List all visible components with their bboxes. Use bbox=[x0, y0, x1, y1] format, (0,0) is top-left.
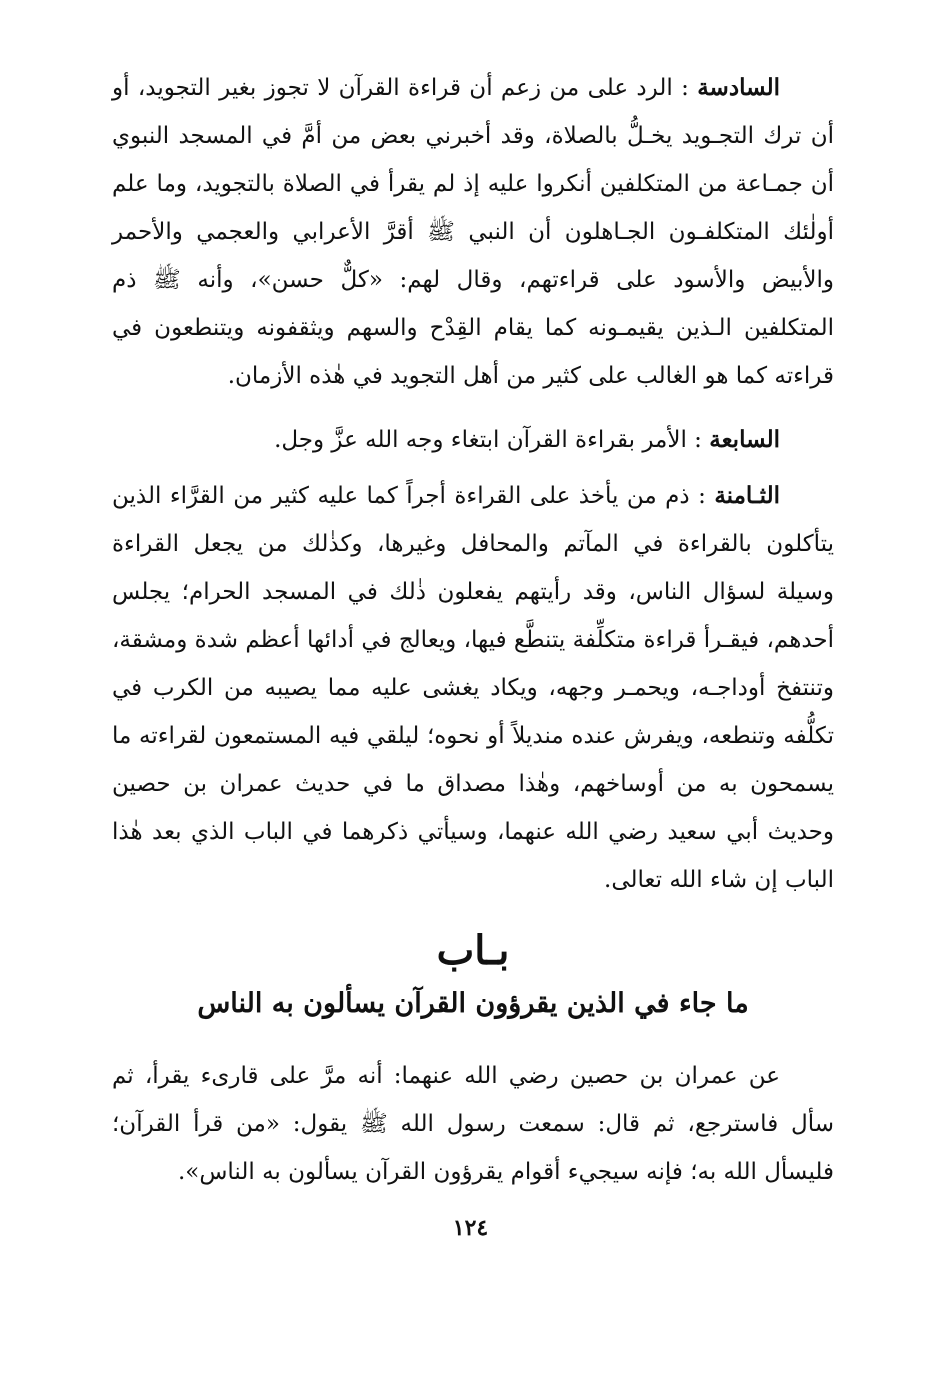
hadith-paragraph: عن عمران بن حصين رضي الله عنهما: أنه مرَّ على قارىء يقرأ، ثم سأل فاسترجع، ثم قال: سمعت رسول الله ﷺ يقول: «من قرأ القرآن؛ فليسأل الله به؛ فإنه سيجيء أقوام يقرؤون القرآن يسألون به الناس». bbox=[112, 1063, 834, 1185]
page-number: ١٢٤ bbox=[452, 1215, 489, 1241]
paragraph-eighth bbox=[112, 472, 834, 904]
chapter-heading: بـاب bbox=[436, 927, 510, 974]
paragraph-seventh bbox=[112, 416, 834, 464]
paragraph-lead-seventh: السابعة bbox=[709, 426, 780, 453]
paragraph-text-eighth: : ذم من يأخذ على القراءة أجراً كما عليه كثير من القرَّاء الذين يتأكلون بالقراءة في المآتم والمحافل وغيرها، وكذٰلك من يجعل القراءة وسيلة لسؤال الناس، وقد رأيتهم يفعلون ذٰلك في المسجد الحرام؛ يجلس أحدهم، فيقـرأ قراءة متكلِّفة يتنطَّع فيها، ويعالج في أدائها أعظم شدة ومشقة، وتنتفخ أوداجـه، ويحمـر وجهه، ويكاد يغشى عليه مما يصيبه من الكرب في تكلُّفه وتنطعه، ويفرش عنده منديلاً أو نحوه؛ ليلقي فيه المستمعون لقراءته ما يسمحون به من أوساخهم، وهٰذا مصداق ما في حديث عمران بن حصين وحديث أبي سعيد رضي الله عنهما، وسيأتي ذكرهما في الباب الذي بعد هٰذا الباب إن شاء الله تعالى. bbox=[112, 483, 834, 893]
paragraph-text-seventh: : الأمر بقراءة القرآن ابتغاء وجه الله عزَّ وجل. bbox=[274, 427, 702, 453]
paragraph-lead-sixth: السادسة bbox=[697, 74, 780, 101]
chapter-title: ما جاء في الذين يقرؤون القرآن يسألون به الناس bbox=[197, 988, 749, 1019]
paragraph-lead-eighth: الثـامنة bbox=[714, 482, 780, 509]
paragraph-sixth bbox=[112, 64, 834, 400]
paragraph-text-sixth: : الرد على من زعم أن قراءة القرآن لا تجوز بغير التجويد، أو أن ترك التجـويد يخـلُّ بالصلاة، وقد أخبرني بعض من أمَّ في المسجد النبوي أن جمـاعة من المتكلفين أنكروا عليه إذ لم يقرأ في الصلاة بالتجويد، وما علم أولٰئك المتكلفـون الجـاهلون أن النبي ﷺ أقرَّ الأعرابي والعجمي والأحمر والأبيض والأسود على قراءتهم، وقال لهم: «كلٌّ حسن»، وأنه ﷺ ذم المتكلفين الـذين يقيمـونه كما يقام القِدْح والسهم ويثقفونه ويتنطعون في قراءته كما هو الغالب على كثير من أهل التجويد في هٰذه الأزمان. bbox=[112, 75, 834, 389]
